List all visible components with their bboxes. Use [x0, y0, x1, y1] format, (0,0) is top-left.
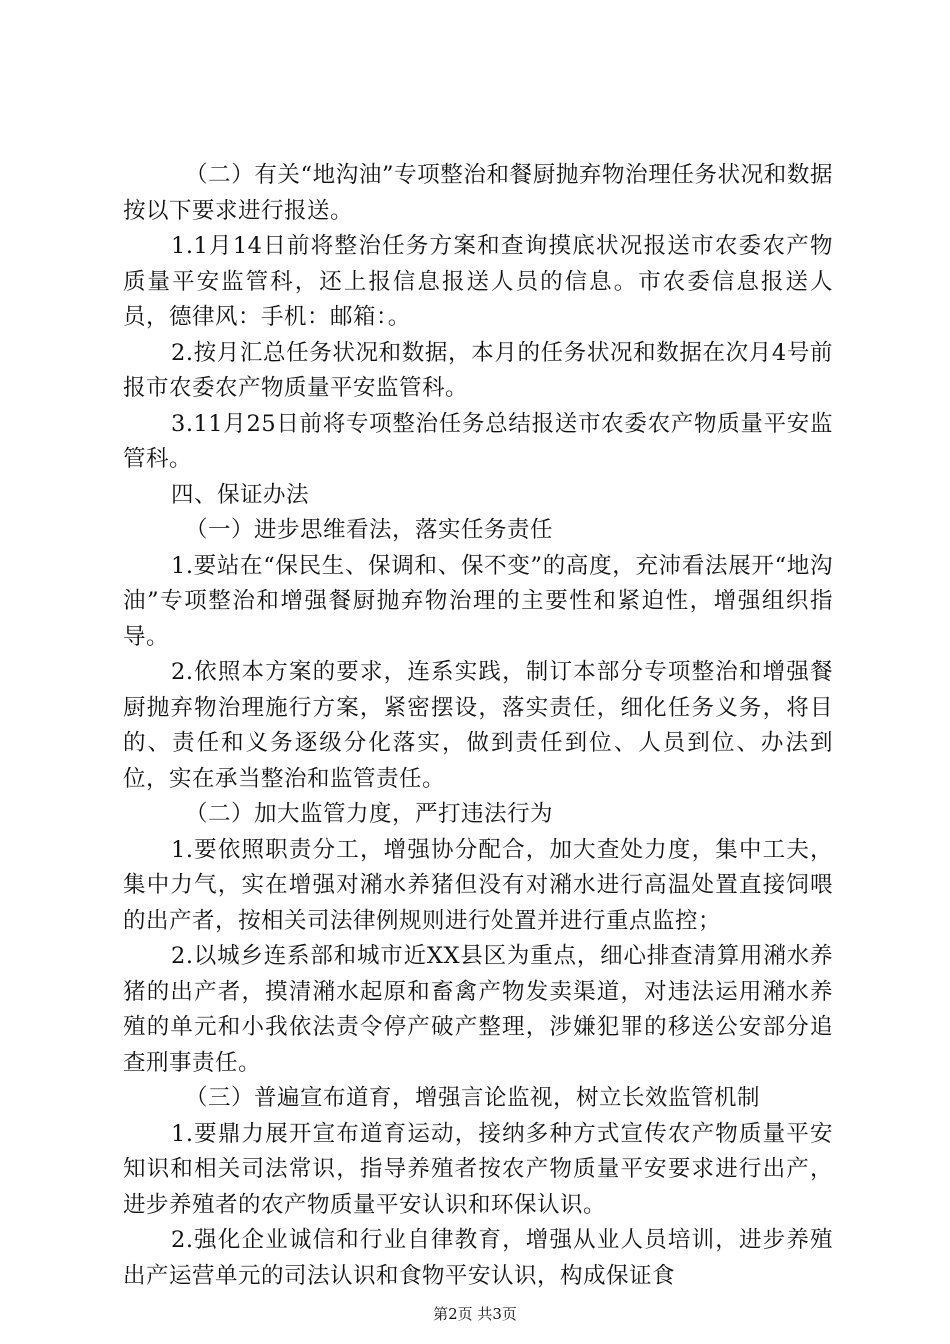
page-footer: 第2页 共3页	[433, 1305, 517, 1323]
section-heading: （二）有关“地沟油”专项整治和餐厨抛弃物治理任务状况和数据按以下要求进行报送。	[123, 162, 833, 224]
chapter-heading: 四、保证办法	[171, 481, 310, 508]
body-paragraph: 1.要依照职责分工，增强协分配合，加大查处力度，集中工夫，集中力气，实在增强对潲水养猪但没有对潲水进行高温处置直接饲喂的出产者，按相关司法律例规则进行处置并进行重点监控；	[123, 836, 833, 934]
body-paragraph: 2.依照本方案的要求，连系实践，制订本部分专项整治和增强餐厨抛弃物治理施行方案，紧密摆设，落实责任，细化任务义务，将目的、责任和义务逐级分化落实，做到责任到位、人员到位、办法到位，实在承当整治和监管责任。	[123, 659, 833, 792]
body-paragraph: 2.以城乡连系部和城市近XX县区为重点，细心排查清算用潲水养猪的出产者，摸清潲水起原和畜禽产物发卖渠道，对违法运用潲水养殖的单元和小我依法责令停产破产整理，涉嫌犯罪的移送公安部分追查刑事责任。	[123, 943, 833, 1076]
body-paragraph: 2.按月汇总任务状况和数据，本月的任务状况和数据在次月4号前报市农委农产物质量平安监管科。	[123, 339, 833, 401]
section-heading: （二）加大监管力度，严打违法行为	[185, 801, 554, 827]
section-heading: （一）进步思维看法，落实任务责任	[185, 517, 554, 543]
body-paragraph: 2.强化企业诚信和行业自律教育，增强从业人员培训，进步养殖出产运营单元的司法认识和食物平安认识，构成保证食	[123, 1227, 833, 1289]
section-heading: （三）普遍宣布道育，增强言论监视，树立长效监管机制	[185, 1085, 761, 1111]
body-paragraph: 3.11月25日前将专项整治任务总结报送市农委农产物质量平安监管科。	[123, 410, 833, 472]
body-paragraph: 1.要站在“保民生、保调和、保不变”的高度，充沛看法展开“地沟油”专项整治和增强餐厨抛弃物治理的主要性和紧迫性，增强组织指导。	[123, 552, 833, 650]
document-body	[123, 158, 833, 1294]
body-paragraph: 1.1月14日前将整治任务方案和查询摸底状况报送市农委农产物质量平安监管科，还上报信息报送人员的信息。市农委信息报送人员，德律风：手机：邮箱：。	[123, 233, 833, 330]
body-paragraph: 1.要鼎力展开宣布道育运动，接纳多种方式宣传农产物质量平安知识和相关司法常识，指导养殖者按农产物质量平安要求进行出产，进步养殖者的农产物质量平安认识和环保认识。	[123, 1120, 833, 1218]
